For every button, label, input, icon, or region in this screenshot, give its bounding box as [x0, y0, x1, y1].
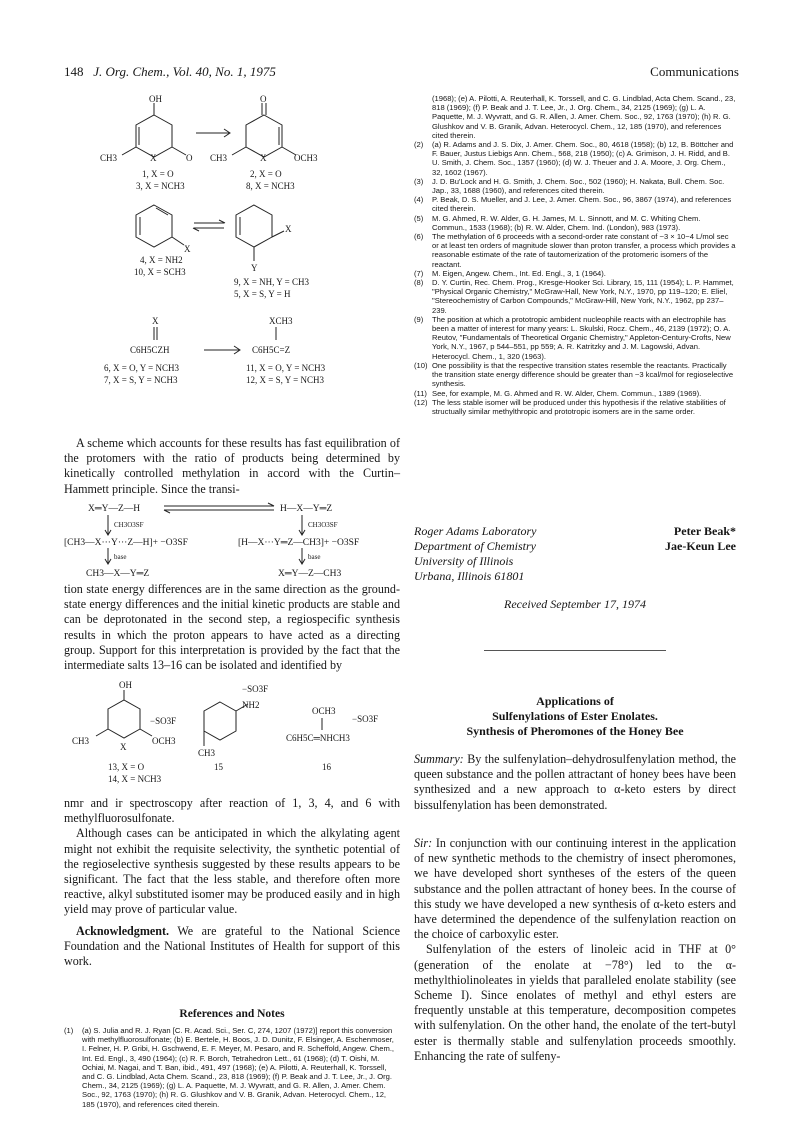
caption-5: 5, X = S, Y = H — [234, 289, 291, 299]
summary-text: By the sulfenylation–dehydrosulfenylation method, the queen substance and the pollen attractant of honey bees have been synthesized and a new approach to α-keto esters by direct bissulfenylation has been demonstrated. — [414, 752, 736, 812]
section-header: Communications — [650, 64, 739, 79]
summary-label: Summary: — [414, 752, 464, 766]
caption-12: 12, X = S, Y = NCH3 — [246, 375, 324, 385]
reference-9: (9) The position at which a prototropic ambident nucleophile reacts with an electrophile has been a matter of interest for many years: L. Skulski, Rocz. Chem., 46, 2139 (1972); O. A. Reutov, "Fundamentals of Theoretical Organic Chemistry," Appleton-Century-Crofts, New York, N.Y., 1967, p 544–551, pp 559; A. R. Katritzky and J. M. Lagowski, Advan. Heterocycl. Chem., 1, 320 (1963). — [414, 314, 731, 361]
reference-5: (5) M. G. Ahmed, R. W. Alder, G. H. James, M. L. Sinnott, and M. C. Whiting Chem. Commun., 1533 (1968); (b) R. W. Alder, Chem. Ind. (London), 983 (1973). — [414, 213, 701, 232]
reference-6: (6) The methylation of 6 proceeds with a second-order rate constant of ~3 × 10−4 L/mol sec or at least ten orders of magnitude slower than proton transfer, a process which provides a reasonable estimate of the rate of tautomerization of the protomeric isomers of the reactant. — [414, 232, 736, 269]
tautomer-left: X═Y—Z—H — [88, 504, 141, 514]
intermediate-right: [H—X···Y═Z—CH3]+ −O3SF — [238, 538, 360, 548]
so3f-label-13: −SO3F — [150, 716, 177, 726]
c6h5c-label-16: C6H5C═NHCH3 — [286, 733, 350, 743]
reagent-right: CH3O3SF — [308, 521, 338, 529]
base-left: base — [114, 553, 127, 561]
article2-summary — [414, 752, 736, 813]
mechanism-scheme — [64, 500, 400, 580]
salt-ring-13 — [108, 700, 140, 738]
caption-9: 9, X = NH, Y = CH3 — [234, 277, 309, 287]
paragraph-alkylating: Although cases can be anticipated in which the alkylating agent might not exhibit the requisite selectivity, the synthetic potential of the regioselective synthesis suggested by these results appears to be significant. The fact that the less stable, and therefore often more reactive, alkyl substituted isomer may be produced easily and in high yield may prove of particular value. — [64, 826, 400, 917]
caption-8: 8, X = NCH3 — [246, 181, 295, 191]
caption-14: 14, X = NCH3 — [108, 774, 162, 784]
x-label-1: X — [150, 153, 157, 163]
caption-11: 11, X = O, Y = NCH3 — [246, 363, 326, 373]
article-divider — [414, 650, 736, 651]
tautomer-right: H—X—Y═Z — [280, 504, 333, 514]
oh-label: OH — [149, 94, 162, 104]
article2-body — [414, 836, 736, 1064]
references-title: References and Notes — [179, 1008, 285, 1020]
intermediate-left: [CH3—X···Y···Z—H]+ −O3SF — [64, 538, 188, 548]
ch3-label-2: CH3 — [210, 153, 228, 163]
caption-3: 3, X = NCH3 — [136, 181, 185, 191]
article2-paragraph-2: Sulfenylation of the esters of linoleic acid in THF at 0° (generation of the enolate at −78°) led to the α-methylthiolinoleates in yields that paralleled enolate stability (see Scheme I). Since enolates of methyl and ethyl esters are frequently unstable at this temperature, decomposition competes with sulfenylation. On the other hand, the enolate of the tert-butyl ester is thermally stable and sulfenylation proceeds smoothly. Enhancing the rate of sulfeny- — [414, 942, 736, 1063]
reference-4: (4) P. Beak, D. S. Mueller, and J. Lee, J. Amer. Chem. Soc., 96, 3867 (1974), and references cited therein. — [414, 195, 732, 214]
affiliation-block — [414, 524, 736, 584]
caption-13: 13, X = O — [108, 762, 145, 772]
paragraph-curtin-hammett: A scheme which accounts for these results has fast equilibration of the protomers with the ratio of products being determined by kinetically controlled methylation in accord with the Curtin–Hammett principle. Since the transi- — [64, 436, 400, 496]
nh2-label-15: NH2 — [242, 700, 260, 710]
reagent-left: CH3O3SF — [114, 521, 144, 529]
caption-4: 4, X = NH2 — [140, 255, 183, 265]
x-label-9: X — [285, 224, 292, 234]
paragraph-nmr: nmr and ir spectroscopy after reaction of 1, 3, 4, and 6 with methylfluorosulfonate. Although cases can be anticipated in which the alkylating agent might not exhibit the requisite selectivity, the synthetic potential of the regioselective synthesis suggested by these results appears to be significant. The fact that the less stable, and therefore often more reactive, alkyl substituted isomer may be produced easily and in high yield may prove of particular value. Acknowledgment. We are grateful to the National Science Foundation and the National Institutes of Health for support of this work. — [64, 796, 400, 969]
references-section — [64, 1000, 400, 1109]
x-label-2: X — [260, 153, 267, 163]
o-label-1: O — [186, 153, 193, 163]
reference-11: (11) See, for example, M. G. Ahmed and R. W. Alder, Chem. Commun., 1389 (1969). — [414, 388, 702, 398]
acknowledgment-label: Acknowledgment. — [76, 923, 170, 938]
article2-title: Applications of Sulfenylations of Ester Enolates. Synthesis of Pheromones of the Honey Bee — [466, 694, 684, 738]
caption-1: 1, X = O — [142, 169, 174, 179]
y-label-9: Y — [251, 263, 258, 273]
page-number: 148 — [64, 64, 84, 79]
caption-7: 7, X = S, Y = NCH3 — [104, 375, 178, 385]
reference-2: (2) (a) R. Adams and J. S. Dix, J. Amer. Chem. Soc., 80, 4618 (1958); (b) 12, B. Böttcher and F. Bauer, Justus Liebigs Ann. Chem., 568, 218 (1950); (c) A. Grimison, J. H. Ridd, and B. U. Smith, J. Chem. Soc., 1357 (1960); (d) W. J. Theuer and J. A. Moore, J. Org. Chem., 32, 1602 (1967). — [414, 140, 734, 177]
reference-number: (1) — [64, 1026, 74, 1035]
so3f-label-15: −SO3F — [242, 684, 269, 694]
references-continued — [414, 94, 736, 416]
product-right: X═Y—Z—CH3 — [278, 569, 342, 579]
product-left: CH3—X—Y═Z — [86, 569, 150, 579]
och3-label-2: OCH3 — [294, 153, 318, 163]
och3-label-13: OCH3 — [152, 736, 176, 746]
paragraph-transition-state: tion state energy differences are in the same direction as the ground-state energy differences and the initial kinetic products are stable and can be deprotonated in the second step, a regiospecific synthesis results in which the proton appears to have acted as a directing group. Support for this interpretation is provided by the fact that the intermediate salts 13–16 can be isolated and identified by — [64, 582, 400, 673]
salt-ring-15 — [204, 702, 236, 740]
caption-15: 15 — [214, 762, 223, 772]
address: Roger Adams Laboratory Department of Chemistry University of Illinois Urbana, Illinois 61801 — [414, 524, 537, 583]
base-right: base — [308, 553, 321, 561]
xch3-label-11: XCH3 — [269, 316, 293, 326]
pyranone-ring-1 — [136, 115, 172, 157]
caption-6: 6, X = O, Y = NCH3 — [104, 363, 179, 373]
caption-10: 10, X = SCH3 — [134, 267, 186, 277]
reference-text-continued: (1968); (e) A. Pilotti, A. Reuterhall, K. Torssell, and C. G. Lindblad, Acta Chem. Scand., 23, 818 (1969); (f) P. Beak and J. T. Lee, Jr., J. Org. Chem., 34, 2125 (1969); (g) L. A. Paquette, M. J. Wyvratt, and G. R. Allen, J. Amer. Chem. Soc., 92, 1763 (1970); (h) R. G. Glushkov and V. B. Granik, Advan. Heterocycl. Chem., 12, 185 (1970), and references cited therein. — [432, 94, 736, 140]
x-label-13: X — [120, 742, 127, 752]
journal-citation: J. Org. Chem., Vol. 40, No. 1, 1975 — [93, 64, 276, 79]
ch3-label-15: CH3 — [198, 748, 216, 758]
received-date: Received September 17, 1974 — [504, 597, 646, 611]
pyridine-ring-9 — [236, 205, 272, 247]
caption-16: 16 — [322, 762, 331, 772]
acknowledgment-text: We are grateful to the National Science Foundation and the National Institutes of Health for support of this work. — [64, 923, 400, 969]
running-header-left — [64, 64, 276, 80]
reference-7: (7) M. Eigen, Angew. Chem., Int. Ed. Engl., 3, 1 (1964). — [414, 268, 606, 278]
reference-3: (3) J. D. Bu'Lock and H. G. Smith, J. Chem. Soc., 502 (1960); H. Nakata, Bull. Chem. Soc. Jap., 33, 1688 (1960), and references cited therein. — [414, 176, 725, 196]
pyranone-ring-2 — [246, 115, 282, 157]
pyridine-ring-4 — [136, 205, 172, 247]
authors: Peter Beak* Jae-Keun Lee — [665, 524, 736, 553]
reference-1 — [64, 1026, 400, 1109]
sir-text: In conjunction with our continuing interest in the application of new synthetic methods to the chemistry of insect pheromones, we have developed short syntheses of the esters of the queen substance and the pollen attractant of honey bees. In the course of this study we have developed a new synthesis of α-keto esters and have determined the dependence of the sulfenylation reaction on the choice of carboxylic ester. — [414, 836, 736, 942]
c6h5czh-label: C6H5CZH — [130, 345, 170, 355]
structure-scheme-1 — [64, 95, 400, 417]
reference-10: (10) One possibility is that the respective transition states resemble the reactants. Practically the transition state energy difference should be greater than ~3 kcal/mol for regioselective synthesis. — [414, 360, 734, 389]
oh-label-13: OH — [119, 680, 132, 690]
sir-label: Sir: — [414, 836, 433, 850]
reference-1-continued — [414, 94, 736, 140]
x-label-6: X — [152, 316, 159, 326]
ch3-label-13: CH3 — [72, 736, 90, 746]
reference-12: (12) The less stable isomer will be produced under this hypothesis if the relative stabilities of structually similar methylthropic and prototropic isomers are in the same order. — [414, 397, 726, 416]
ch3-label-1: CH3 — [100, 153, 118, 163]
reference-8: (8) D. Y. Curtin, Rec. Chem. Prog., Kresge-Hooker Sci. Library, 15, 111 (1954); L. P. Hammet, "Physical Organic Chemistry," McGraw-Hall, New York, N.Y., 1970, pp 119–120; E. Eliel, "Stereochemistry of Carbon Compounds," McGraw-Hill, New York, N.Y., 1962, pp 237–239. — [414, 278, 734, 315]
so3f-label-16: −SO3F — [352, 714, 379, 724]
c6h5cz-label: C6H5C=Z — [252, 345, 291, 355]
o-label-top: O — [260, 94, 267, 104]
salts-scheme — [64, 678, 400, 784]
acknowledgment — [64, 924, 400, 970]
x-label-4: X — [184, 244, 191, 254]
caption-2: 2, X = O — [250, 169, 282, 179]
och3-label-16: OCH3 — [312, 706, 336, 716]
reference-text: (a) S. Julia and R. J. Ryan [C. R. Acad. Sci., Ser. C, 274, 1207 (1972)] report this conversion with methylfluorosulfonate; (b) E. Bertele, H. Boos, J. D. Dunitz, F. Elsinger, A. Eschenmoser, I. Felner, H. P. Gribi, H. Gschwend, E. F. Meyer, M. Pesaro, and R. Scheffold, Angew. Chem., Int. Ed. Engl., 3, 490 (1964); (c) R. F. Borch, Tetrahedron Lett., 61 (1968); (d) T. Oishi, M. Ochiai, M. Nagai, and T. Ban, ibid., 491, 497 (1968); (e) A. Pilotti, A. Reuterhall, K. Torssell, and C. G. Lindblad, Acta Chem. Scand., 23, 818 (1969); (f) P. Beak and J. T. Lee, Jr., J. Org. Chem., 34, 2125 (1969); (g) L. A. Paquette, M. J. Wyvratt, and G. R. Allen, J. Amer. Chem. Soc., 92, 1763 (1970); (h) R. G. Glushkov and V. B. Granik, Advan. Heterocycl. Chem., 12, 185 (1970), and references cited therein. — [82, 1026, 395, 1109]
